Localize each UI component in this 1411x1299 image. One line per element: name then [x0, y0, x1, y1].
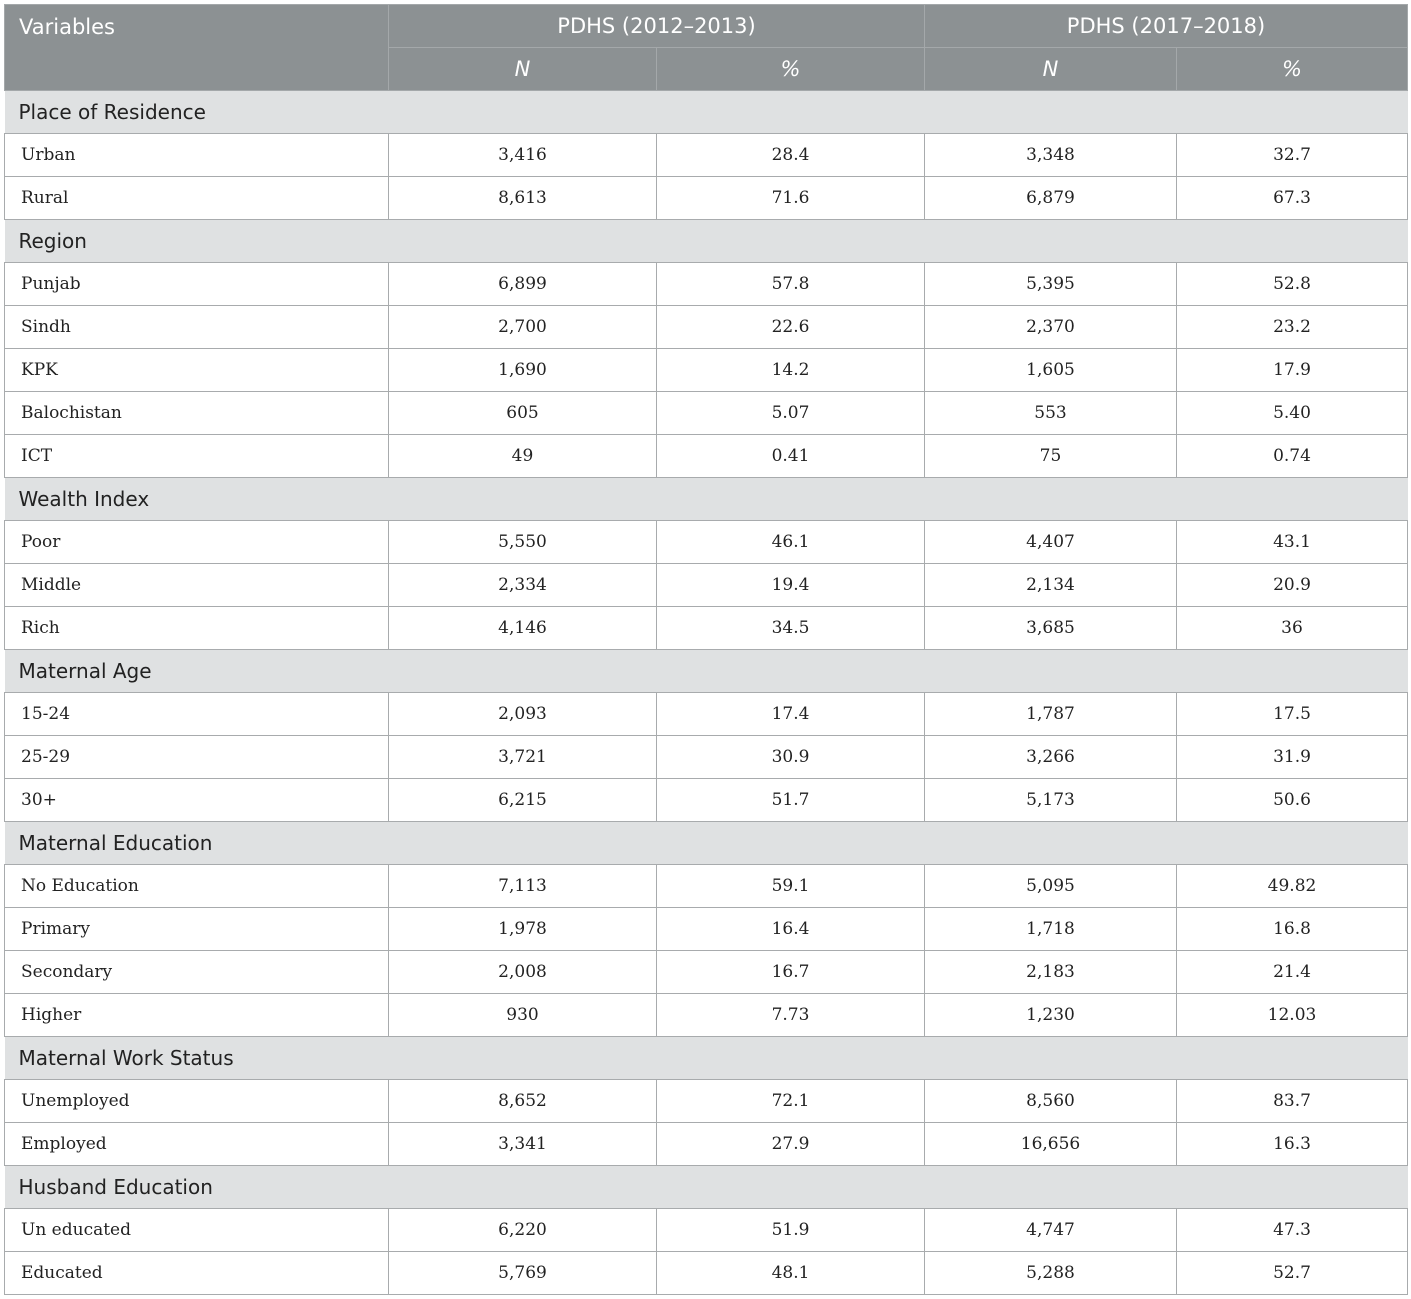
cell-n-2017: 4,747	[925, 1209, 1177, 1252]
header-pct-2012: %	[657, 48, 925, 91]
table-row	[5, 564, 1408, 607]
cell-pct-2017: 23.2	[1177, 306, 1408, 349]
table-row	[5, 865, 1408, 908]
cell-n-2012: 3,721	[389, 736, 657, 779]
section-row	[5, 650, 1408, 693]
cell-n-2012: 5,550	[389, 521, 657, 564]
row-label: 25-29	[5, 736, 389, 779]
cell-n-2017: 1,230	[925, 994, 1177, 1037]
cell-pct-2017: 0.74	[1177, 435, 1408, 478]
cell-pct-2012: 14.2	[657, 349, 925, 392]
cell-pct-2012: 59.1	[657, 865, 925, 908]
cell-n-2017: 3,348	[925, 134, 1177, 177]
cell-n-2012: 6,899	[389, 263, 657, 306]
table-row	[5, 306, 1408, 349]
cell-pct-2017: 17.9	[1177, 349, 1408, 392]
table-header	[5, 5, 1408, 91]
cell-pct-2017: 43.1	[1177, 521, 1408, 564]
cell-n-2012: 8,613	[389, 177, 657, 220]
cell-n-2012: 5,769	[389, 1252, 657, 1295]
cell-n-2012: 6,215	[389, 779, 657, 822]
table-row	[5, 693, 1408, 736]
cell-n-2012: 3,341	[389, 1123, 657, 1166]
row-label: Balochistan	[5, 392, 389, 435]
row-label: Employed	[5, 1123, 389, 1166]
row-label: Rich	[5, 607, 389, 650]
cell-pct-2012: 22.6	[657, 306, 925, 349]
cell-n-2012: 8,652	[389, 1080, 657, 1123]
row-label: Rural	[5, 177, 389, 220]
cell-n-2017: 6,879	[925, 177, 1177, 220]
cell-pct-2017: 47.3	[1177, 1209, 1408, 1252]
cell-pct-2012: 16.7	[657, 951, 925, 994]
cell-n-2017: 2,183	[925, 951, 1177, 994]
row-label: Unemployed	[5, 1080, 389, 1123]
section-row	[5, 1037, 1408, 1080]
section-title: Region	[5, 220, 1408, 263]
cell-n-2012: 1,978	[389, 908, 657, 951]
header-pct-2017: %	[1177, 48, 1408, 91]
cell-pct-2012: 51.9	[657, 1209, 925, 1252]
cell-pct-2017: 17.5	[1177, 693, 1408, 736]
header-group-2012-2013: PDHS (2012–2013)	[389, 5, 925, 48]
cell-n-2017: 1,605	[925, 349, 1177, 392]
row-label: Punjab	[5, 263, 389, 306]
cell-n-2017: 16,656	[925, 1123, 1177, 1166]
section-title: Wealth Index	[5, 478, 1408, 521]
cell-pct-2017: 31.9	[1177, 736, 1408, 779]
cell-n-2017: 5,395	[925, 263, 1177, 306]
cell-pct-2017: 67.3	[1177, 177, 1408, 220]
cell-pct-2017: 12.03	[1177, 994, 1408, 1037]
cell-pct-2017: 32.7	[1177, 134, 1408, 177]
cell-pct-2012: 51.7	[657, 779, 925, 822]
cell-n-2012: 2,008	[389, 951, 657, 994]
row-label: 15-24	[5, 693, 389, 736]
row-label: Poor	[5, 521, 389, 564]
table-row	[5, 951, 1408, 994]
section-row	[5, 91, 1408, 134]
data-table	[4, 4, 1408, 1295]
cell-n-2017: 5,288	[925, 1252, 1177, 1295]
cell-pct-2017: 5.40	[1177, 392, 1408, 435]
cell-pct-2017: 16.8	[1177, 908, 1408, 951]
cell-n-2017: 1,787	[925, 693, 1177, 736]
cell-pct-2017: 52.7	[1177, 1252, 1408, 1295]
cell-pct-2017: 16.3	[1177, 1123, 1408, 1166]
cell-n-2012: 2,093	[389, 693, 657, 736]
cell-pct-2012: 72.1	[657, 1080, 925, 1123]
cell-n-2017: 553	[925, 392, 1177, 435]
section-row	[5, 478, 1408, 521]
table-row	[5, 392, 1408, 435]
header-n-2017: N	[925, 48, 1177, 91]
row-label: KPK	[5, 349, 389, 392]
row-label: No Education	[5, 865, 389, 908]
cell-pct-2017: 50.6	[1177, 779, 1408, 822]
row-label: Sindh	[5, 306, 389, 349]
cell-n-2017: 5,173	[925, 779, 1177, 822]
row-label: Un educated	[5, 1209, 389, 1252]
row-label: Secondary	[5, 951, 389, 994]
cell-pct-2012: 7.73	[657, 994, 925, 1037]
cell-n-2012: 930	[389, 994, 657, 1037]
row-label: Educated	[5, 1252, 389, 1295]
section-row	[5, 822, 1408, 865]
cell-n-2017: 3,266	[925, 736, 1177, 779]
cell-n-2012: 2,700	[389, 306, 657, 349]
cell-n-2017: 5,095	[925, 865, 1177, 908]
cell-pct-2017: 83.7	[1177, 1080, 1408, 1123]
section-title: Maternal Age	[5, 650, 1408, 693]
row-label: Primary	[5, 908, 389, 951]
table-row	[5, 263, 1408, 306]
cell-pct-2012: 16.4	[657, 908, 925, 951]
table-row	[5, 1123, 1408, 1166]
cell-pct-2012: 28.4	[657, 134, 925, 177]
cell-n-2012: 1,690	[389, 349, 657, 392]
cell-pct-2012: 57.8	[657, 263, 925, 306]
cell-pct-2012: 48.1	[657, 1252, 925, 1295]
cell-n-2012: 7,113	[389, 865, 657, 908]
table-row	[5, 521, 1408, 564]
table-row	[5, 1252, 1408, 1295]
cell-pct-2017: 52.8	[1177, 263, 1408, 306]
table-row	[5, 435, 1408, 478]
cell-pct-2012: 0.41	[657, 435, 925, 478]
cell-pct-2012: 71.6	[657, 177, 925, 220]
section-title: Place of Residence	[5, 91, 1408, 134]
row-label: Urban	[5, 134, 389, 177]
header-variables: Variables	[5, 5, 389, 91]
cell-n-2012: 6,220	[389, 1209, 657, 1252]
table-row	[5, 177, 1408, 220]
cell-n-2017: 2,134	[925, 564, 1177, 607]
cell-pct-2012: 27.9	[657, 1123, 925, 1166]
table-row	[5, 349, 1408, 392]
header-group-2017-2018: PDHS (2017–2018)	[925, 5, 1408, 48]
cell-n-2012: 4,146	[389, 607, 657, 650]
section-title: Maternal Work Status	[5, 1037, 1408, 1080]
table-row	[5, 736, 1408, 779]
row-label: Higher	[5, 994, 389, 1037]
cell-n-2017: 75	[925, 435, 1177, 478]
cell-pct-2017: 49.82	[1177, 865, 1408, 908]
cell-pct-2017: 21.4	[1177, 951, 1408, 994]
section-row	[5, 220, 1408, 263]
section-row	[5, 1166, 1408, 1209]
table-row	[5, 1209, 1408, 1252]
table-body	[5, 91, 1408, 1295]
cell-pct-2012: 30.9	[657, 736, 925, 779]
table-row	[5, 994, 1408, 1037]
cell-pct-2012: 46.1	[657, 521, 925, 564]
cell-pct-2012: 19.4	[657, 564, 925, 607]
cell-pct-2012: 17.4	[657, 693, 925, 736]
cell-n-2017: 3,685	[925, 607, 1177, 650]
cell-n-2012: 605	[389, 392, 657, 435]
cell-pct-2012: 5.07	[657, 392, 925, 435]
cell-n-2012: 49	[389, 435, 657, 478]
cell-n-2017: 8,560	[925, 1080, 1177, 1123]
table-row	[5, 607, 1408, 650]
cell-n-2017: 1,718	[925, 908, 1177, 951]
section-title: Maternal Education	[5, 822, 1408, 865]
cell-n-2012: 2,334	[389, 564, 657, 607]
row-label: ICT	[5, 435, 389, 478]
section-title: Husband Education	[5, 1166, 1408, 1209]
cell-n-2017: 4,407	[925, 521, 1177, 564]
row-label: Middle	[5, 564, 389, 607]
cell-pct-2012: 34.5	[657, 607, 925, 650]
cell-pct-2017: 36	[1177, 607, 1408, 650]
cell-n-2012: 3,416	[389, 134, 657, 177]
cell-pct-2017: 20.9	[1177, 564, 1408, 607]
cell-n-2017: 2,370	[925, 306, 1177, 349]
header-n-2012: N	[389, 48, 657, 91]
table-row	[5, 1080, 1408, 1123]
table-row	[5, 779, 1408, 822]
row-label: 30+	[5, 779, 389, 822]
table-row	[5, 134, 1408, 177]
table-row	[5, 908, 1408, 951]
